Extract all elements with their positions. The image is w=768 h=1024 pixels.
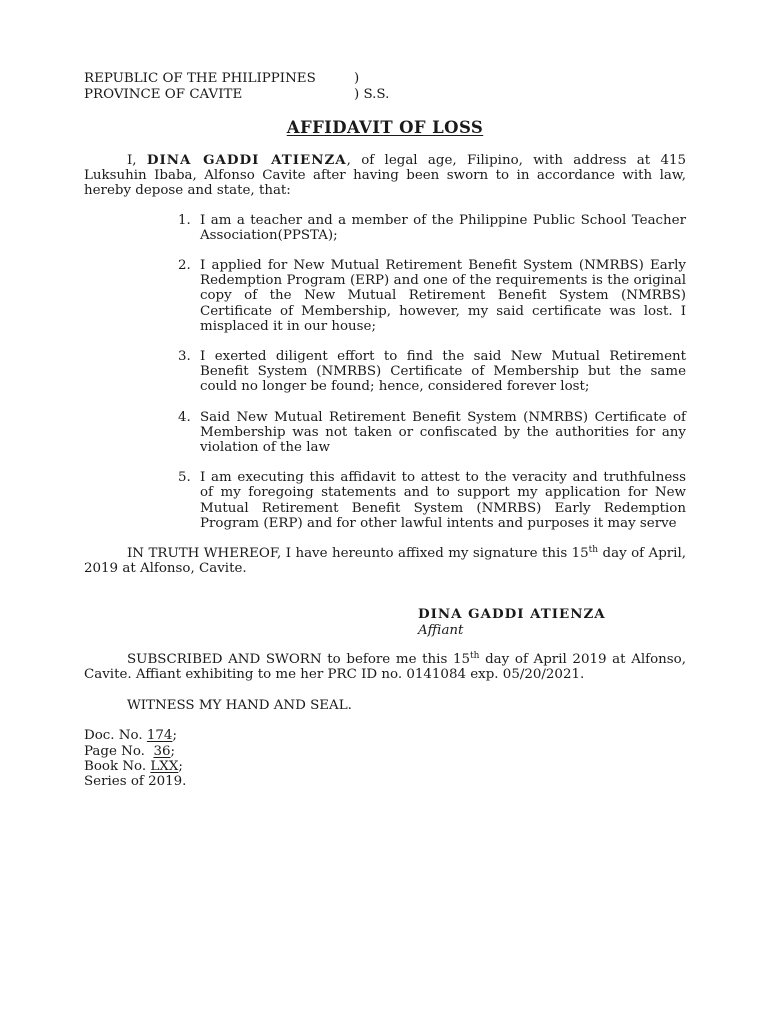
jurat-paragraph	[84, 652, 686, 682]
intro-text: , of legal age, Filipino, with address at 415 Luksuhin Ibaba, Alfonso Cavite after having been sworn to in accordance with law, hereby depose and state, that:	[84, 153, 687, 199]
intro-name: DINA GADDI ATIENZA	[146, 152, 347, 168]
list-item-number: 2.	[178, 258, 191, 274]
intro-prefix: I,	[127, 153, 137, 168]
list-item	[178, 258, 686, 334]
truth-ordinal: th	[588, 545, 599, 556]
truth-text-after: day of April, 2019 at Alfonso, Cavite.	[84, 546, 686, 577]
page-number-line: Page No. 36;	[84, 743, 176, 759]
venue-paren: )	[354, 71, 360, 86]
notarial-register	[84, 728, 686, 789]
book-number-line: Book No. LXX;	[84, 758, 183, 774]
list-item-number: 1.	[178, 212, 191, 228]
venue-province: PROVINCE OF CAVITE	[84, 87, 243, 102]
list-item-number: 5.	[178, 470, 191, 486]
list-item	[178, 470, 686, 531]
list-item-number: 3.	[178, 349, 191, 365]
page-number-value: 36	[153, 743, 171, 759]
affiant-name: DINA GADDI ATIENZA	[418, 606, 606, 623]
statement-list	[84, 213, 686, 531]
jurat-ordinal: th	[470, 650, 480, 661]
affiant-signature-block	[418, 607, 686, 637]
jurat-text-after: day of April 2019 at Alfonso, Cavite. Affiant exhibiting to me her PRC ID no. 0141084 exp. 05/20/2021.	[84, 651, 686, 683]
jurat-text-before: SUBSCRIBED AND SWORN to before me this 15	[127, 651, 471, 667]
list-item-text: I exerted diligent effort to find the said New Mutual Retirement Benefit System (NMRBS) Certificate of Membership but the same could no longer be found; hence, considered forever lost;	[200, 349, 686, 395]
page-number-label: Page No.	[84, 743, 145, 759]
venue-ss: ) S.S.	[354, 87, 390, 102]
intro-paragraph	[84, 153, 686, 199]
list-item	[178, 349, 686, 395]
affiant-role: Affiant	[418, 622, 464, 638]
book-number-label: Book No.	[84, 758, 147, 774]
list-item-text: I applied for New Mutual Retirement Benefit System (NMRBS) Early Redemption Program (ERP) and one of the requirements is the original copy of the New Mutual Retirement Benefit System (NMRBS) Certificate of Membership, however, my said certificate was lost. I misplaced it in our house;	[200, 258, 686, 334]
list-item-text: I am executing this affidavit to attest to the veracity and truthfulness of my foregoing statements and to support my application for New Mutual Retirement Benefit System (NMRBS) Early Redemption Program (ERP) and for other lawful intents and purposes it may serve	[200, 470, 686, 531]
truth-paragraph	[84, 546, 686, 576]
doc-number-line: Doc. No. 174;	[84, 728, 177, 744]
series-line: Series of 2019.	[84, 774, 187, 790]
list-item	[178, 212, 686, 243]
truth-text-before: IN TRUTH WHEREOF, I have hereunto affixed my signature this 15	[127, 546, 589, 562]
list-item-text: Said New Mutual Retirement Benefit System (NMRBS) Certificate of Membership was not taken or confiscated by the authorities for any violation of the law	[200, 409, 686, 456]
venue-republic: REPUBLIC OF THE PHILIPPINES	[84, 71, 316, 86]
list-item	[178, 409, 686, 456]
doc-number-label: Doc. No.	[84, 728, 143, 744]
doc-number-value: 174	[146, 728, 173, 744]
affidavit-page	[84, 71, 686, 789]
venue-header	[84, 71, 686, 103]
witness-line: WITNESS MY HAND AND SEAL.	[127, 698, 352, 714]
document-title: AFFIDAVIT OF LOSS	[286, 118, 484, 137]
list-item-number: 4.	[178, 409, 191, 425]
list-item-text: I am a teacher and a member of the Philippine Public School Teacher Association(PPSTA);	[200, 212, 686, 243]
book-number-value: LXX	[150, 758, 179, 774]
